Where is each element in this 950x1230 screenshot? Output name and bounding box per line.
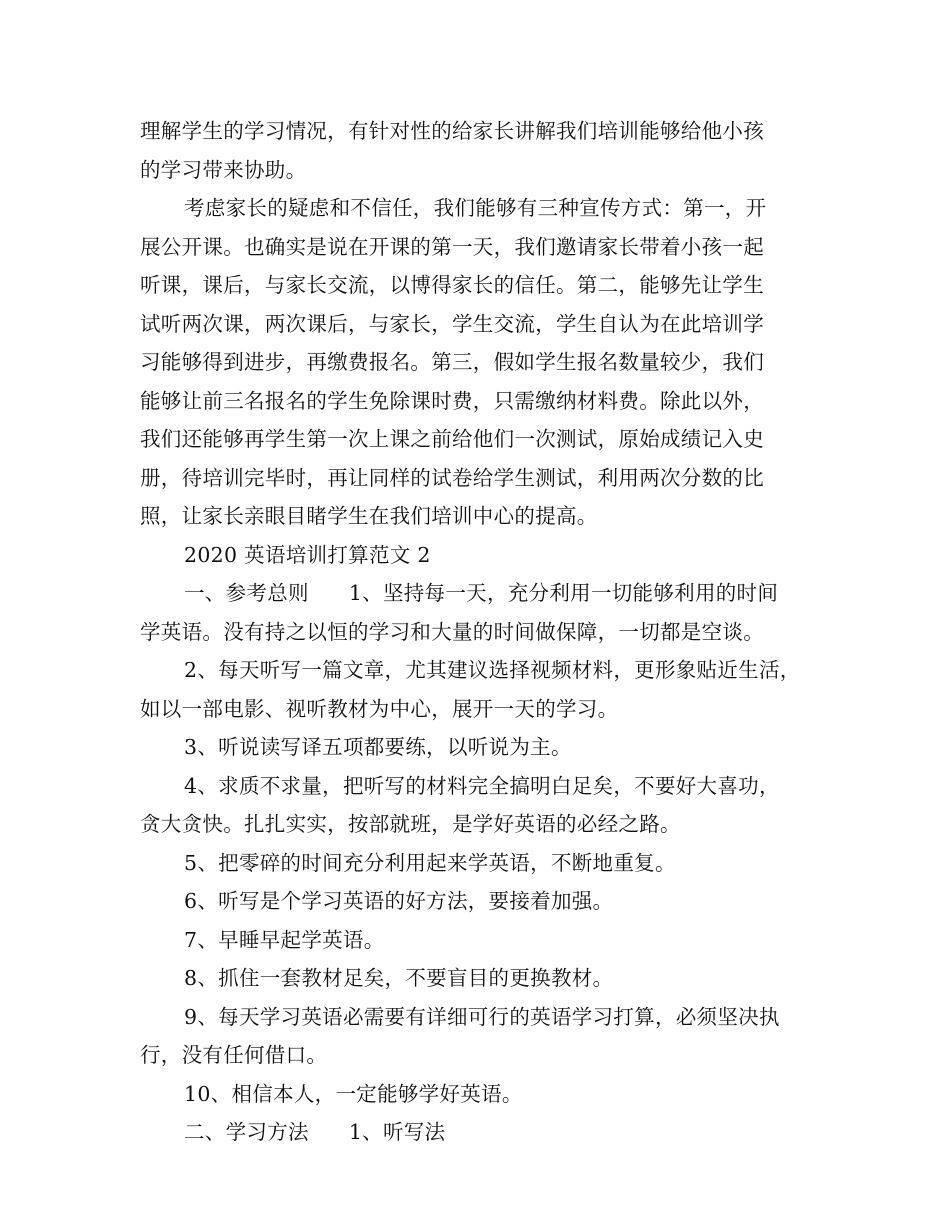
list-item: 3、听说读写译五项都要练，以听说为主。 (184, 735, 572, 759)
text-line: 展公开课。也确实是说在开课的第一天，我们邀请家长带着小孩一起 (140, 234, 764, 259)
section-title: 2020 英语培训打算范文 2 (184, 542, 431, 567)
list-item: 6、听写是个学习英语的好方法，要接着加强。 (184, 889, 614, 913)
paragraph-start: 考虑家长的疑虑和不信任，我们能够有三种宣传方式：第一，开 (184, 196, 767, 220)
text-line: 照，让家长亲眼目睹学生在我们培训中心的提高。 (140, 504, 598, 528)
text-line: 理解学生的学习情况，有针对性的给家长讲解我们培训能够给他小孩 (140, 119, 764, 143)
list-item: 2、每天听写一篇文章，尤其建议选择视频材料，更形象贴近生活， (184, 658, 801, 682)
list-item: 8、抓住一套教材足矣，不要盲目的更换教材。 (184, 966, 614, 990)
list-item: 4、求质不求量，把听写的材料完全搞明白足矣，不要好大喜功， (184, 773, 780, 798)
text-line: 的学习带来协助。 (140, 157, 307, 182)
list-item: 9、每天学习英语必需要有详细可行的英语学习打算，必须坚决执 (184, 1004, 780, 1029)
section-heading: 二、学习方法 (184, 1120, 309, 1144)
document-body (140, 112, 812, 1152)
list-item: 10、相信本人，一定能够学好英语。 (184, 1081, 523, 1106)
list-item: 1、坚持每一天，充分利用一切能够利用的时间 (348, 581, 779, 605)
text-line: 能够让前三名报名的学生免除课时费，只需缴纳材料费。除此以外， (140, 388, 764, 413)
heading-with-item (140, 574, 812, 613)
text-line: 习能够得到进步，再缴费报名。第三，假如学生报名数量较少，我们 (140, 350, 764, 374)
list-item: 7、早睡早起学英语。 (184, 927, 385, 952)
text-line: 册，待培训完毕时，再让同样的试卷给学生测试，利用两次分数的比 (140, 465, 764, 490)
list-item: 1、听写法 (348, 1120, 446, 1144)
text-line: 听课，课后，与家长交流，以博得家长的信任。第二，能够先让学生 (140, 273, 764, 297)
text-line: 我们还能够再学生第一次上课之前给他们一次测试，原始成绩记入史 (140, 427, 764, 451)
heading-with-item (140, 1113, 812, 1152)
text-line: 学英语。没有持之以恒的学习和大量的时间做保障，一切都是空谈。 (140, 619, 764, 644)
section-heading: 一、参考总则 (184, 581, 309, 605)
text-line: 行，没有任何借口。 (140, 1043, 328, 1067)
text-line: 试听两次课，两次课后，与家长，学生交流，学生自认为在此培训学 (140, 311, 764, 336)
text-line: 如以一部电影、视听教材为中心，展开一天的学习。 (140, 696, 619, 721)
text-line: 贪大贪快。扎扎实实，按部就班，是学好英语的必经之路。 (140, 812, 681, 836)
list-item: 5、把零碎的时间充分利用起来学英语，不断地重复。 (184, 850, 676, 875)
